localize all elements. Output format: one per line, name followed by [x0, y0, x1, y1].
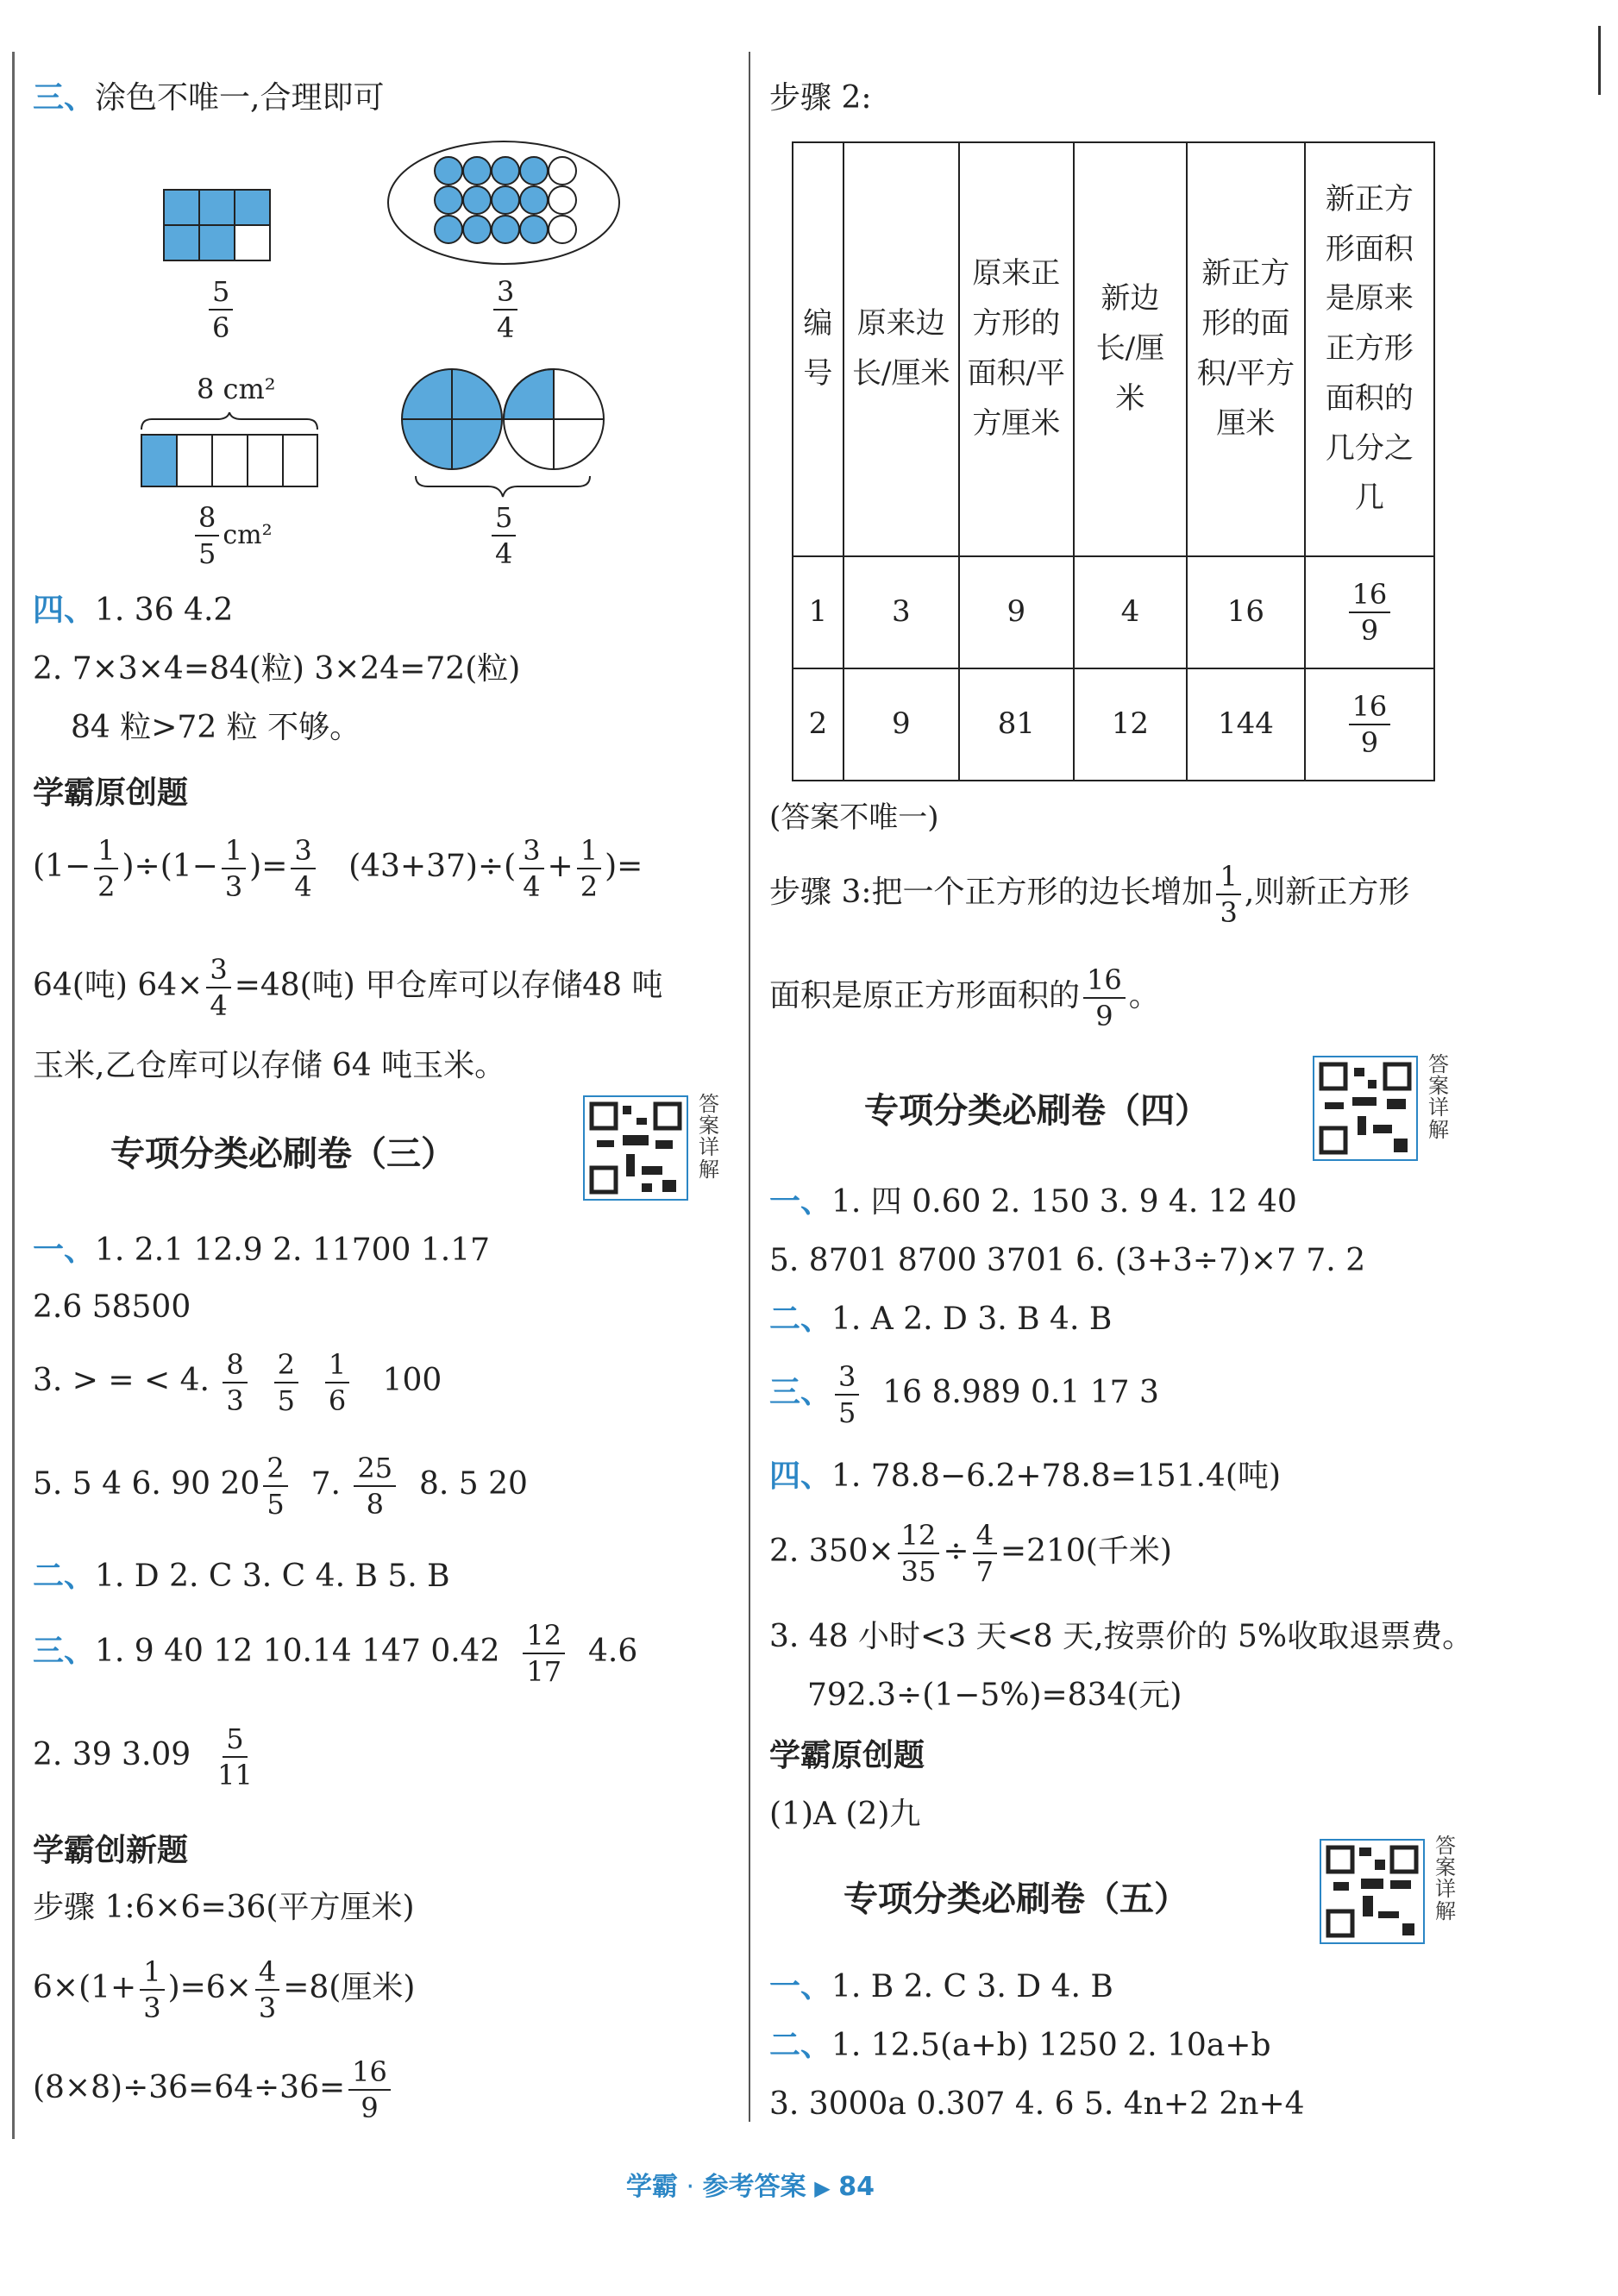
brace-bar-figure	[138, 412, 321, 492]
s5-part-2-line-1: 二、1. 12.5(a+b) 1250 2. 10a+b	[769, 2028, 1271, 2063]
table-row: 1 3 9 4 16 $\frac{16}{9}$	[793, 556, 1434, 668]
step-3-line-1: 步骤 3:把一个正方形的边长增加 $\frac{1}{3}$ ,则新正方形	[769, 860, 1410, 929]
s4-part-1-line-2: 5. 8701 8700 3701 6. (3+3÷7)×7 7. 2	[769, 1243, 1366, 1278]
fraction-3-4: $\frac{3}{4}$	[490, 278, 521, 342]
qr-label-3: 答案详解	[699, 1092, 719, 1182]
innovation-title: 学霸创新题	[33, 1833, 189, 1868]
section-4-line-3: 84 粒>72 粒 不够。	[71, 710, 361, 745]
bar-total-label: 8 cm²	[197, 373, 276, 405]
step-2-label: 步骤 2:	[769, 80, 872, 116]
original-equation-1: (1− $\frac{1}{2}$ )÷(1− $\frac{1}{3}$ )= $\frac{3}{4}$ (43+37)÷( $\frac{3}{4}$ + $\frac{1}{2}$ )=	[33, 834, 643, 903]
fraction-8-5-cm2: $\frac{8}{5}$ cm²	[191, 504, 273, 568]
part-1-line-2: 2.6 58500	[33, 1289, 191, 1325]
s4-part-3-line-1: 三、 $\frac{3}{5}$ 16 8.989 0.1 17 3	[769, 1360, 1159, 1429]
page-footer: 学霸 · 参考答案 ▶ 84	[626, 2172, 875, 2202]
header-new-side: 新边长/厘米	[1074, 142, 1187, 556]
s4-original-answer: (1)A (2)九	[769, 1797, 921, 1832]
section-title-4: 专项分类必刷卷（四）	[864, 1091, 1209, 1131]
header-original-side: 原来边长/厘米	[843, 142, 959, 556]
section-title-3: 专项分类必刷卷（三）	[110, 1134, 455, 1174]
step-1-line-3: (8×8)÷36=64÷36= $\frac{16}{9}$	[33, 2058, 394, 2122]
step-1-line-1: 步骤 1:6×6=36(平方厘米)	[33, 1890, 415, 1925]
s4-part-4-line-1: 四、1. 78.8−6.2+78.8=151.4(吨)	[769, 1459, 1282, 1494]
s4-part-4-line-4: 792.3÷(1−5%)=834(元)	[807, 1678, 1182, 1713]
section-4-line-2: 2. 7×3×4=84(粒) 3×24=72(粒)	[33, 651, 521, 687]
qr-label-5: 答案详解	[1435, 1834, 1456, 1923]
fraction-5-4: $\frac{5}{4}$	[488, 504, 519, 568]
header-number: 编号	[793, 142, 843, 556]
play-arrow-icon: ▶	[814, 2176, 831, 2200]
part-1-line-3: 3. > = < 4. $\frac{8}{3}$ $\frac{2}{5}$ $\frac{1}{6}$ 100	[33, 1348, 442, 1417]
section-4-line-1: 四、1. 36 4.2	[33, 593, 234, 628]
step-2-table	[792, 141, 1435, 781]
header-original-area: 原来正方形的面积/平方厘米	[959, 142, 1074, 556]
s5-part-2-line-2: 3. 3000a 0.307 4. 6 5. 4n+2 2n+4	[769, 2086, 1305, 2122]
step-1-line-2: 6×(1+ $\frac{1}{3}$ )=6× $\frac{4}{3}$ =8(厘米)	[33, 1955, 416, 2024]
section-title-5: 专项分类必刷卷（五）	[843, 1879, 1188, 1919]
left-margin-rule	[12, 52, 15, 2139]
fraction-5-6: $\frac{5}{6}$	[205, 278, 236, 342]
qr-label-4: 答案详解	[1428, 1052, 1449, 1142]
answer-not-unique: (答案不唯一)	[769, 800, 939, 835]
brand-logo: 学霸	[626, 2172, 678, 2202]
part-3-line-2: 2. 39 3.09 $\frac{5}{11}$	[33, 1722, 253, 1791]
column-divider	[749, 52, 750, 2122]
s4-part-4-line-3: 3. 48 小时<3 天<8 天,按票价的 5%收取退票费。	[769, 1619, 1474, 1654]
s5-part-1-line-1: 一、1. B 2. C 3. D 4. B	[769, 1969, 1113, 2004]
corner-mark	[1598, 26, 1601, 95]
s4-original-title: 学霸原创题	[769, 1738, 925, 1773]
part-2-line-1: 二、1. D 2. C 3. C 4. B 5. B	[33, 1559, 450, 1594]
header-ratio: 新正方形面积是原来正方形面积的几分之几	[1305, 142, 1434, 556]
section-3-line: 三、涂色不唯一,合理即可	[33, 80, 385, 116]
part-1-line-4: 5. 5 4 6. 90 20 $\frac{2}{5}$ 7. $\frac{25}{8}$ 8. 5 20	[33, 1452, 528, 1521]
part-1-line-1: 一、1. 2.1 12.9 2. 11700 1.17	[33, 1233, 491, 1268]
table-row: 2 9 81 12 144 $\frac{16}{9}$	[793, 668, 1434, 781]
step-3-line-2: 面积是原正方形面积的 $\frac{16}{9}$ 。	[769, 963, 1160, 1032]
qr-code-3[interactable]	[583, 1095, 688, 1201]
part-3-line-1: 三、1. 9 40 12 10.14 147 0.42 $\frac{12}{17}$ 4.6	[33, 1619, 638, 1688]
qr-code-4[interactable]	[1313, 1056, 1418, 1161]
shaded-grid-figure	[162, 188, 274, 262]
page-number: 84	[838, 2172, 875, 2202]
header-new-area: 新正方形的面积/平方厘米	[1187, 142, 1305, 556]
original-question-title: 学霸原创题	[33, 775, 189, 811]
s4-part-1-line-1: 一、1. 四 0.60 2. 150 3. 9 4. 12 40	[769, 1184, 1297, 1220]
s4-part-2-line-1: 二、1. A 2. D 3. B 4. B	[769, 1302, 1113, 1337]
quarter-circles-figure	[398, 366, 611, 500]
oval-circles-figure	[385, 138, 623, 267]
s4-part-4-line-2: 2. 350× $\frac{12}{35}$ ÷ $\frac{4}{7}$ =210(千米)	[769, 1519, 1172, 1588]
original-answer: 玉米,乙仓库可以存储 64 吨玉米。	[33, 1048, 506, 1083]
original-equation-2: 64(吨) 64× $\frac{3}{4}$ =48(吨) 甲仓库可以存储48 吨	[33, 953, 663, 1022]
qr-code-5[interactable]	[1320, 1839, 1425, 1944]
footer-label: 参考答案	[702, 2172, 806, 2202]
